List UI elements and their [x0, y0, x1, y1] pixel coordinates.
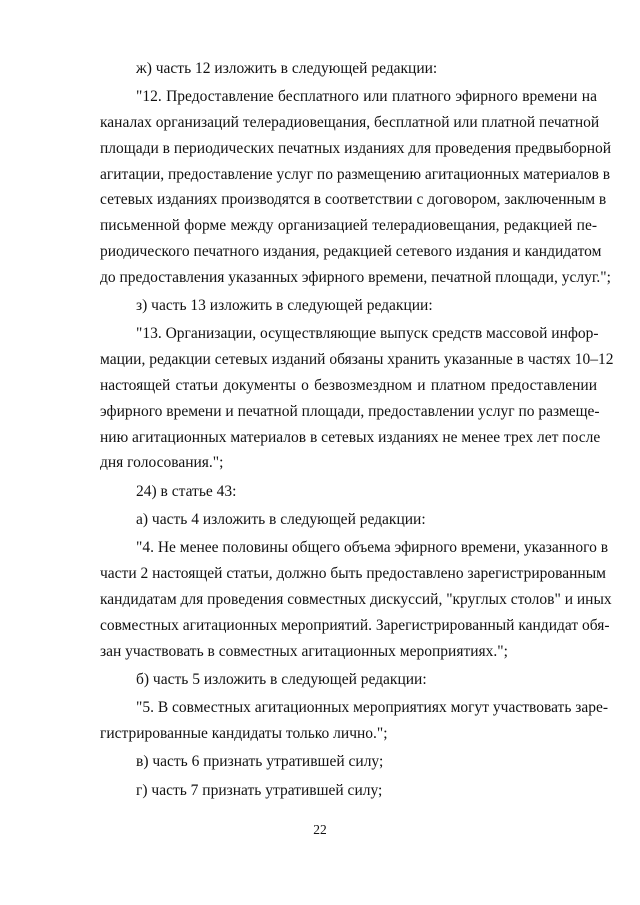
- text-line: 24) в статье 43:: [136, 482, 237, 500]
- text-line: сетевых изданиях производятся в соответствии с договором, заключенным в: [100, 191, 607, 209]
- text-line: письменной форме между организацией телерадиовещания, редакцией пе-: [100, 217, 597, 235]
- paragraph: [100, 778, 597, 804]
- text-line: "4. Не менее половины общего объема эфирного времени, указанного в: [136, 539, 609, 557]
- text-line: агитации, предоставление услуг по размещению агитационных материалов в: [100, 165, 611, 183]
- paragraph: [100, 293, 597, 319]
- paragraph: [100, 321, 614, 476]
- text-line: з) часть 13 изложить в следующей редакции:: [136, 297, 433, 315]
- paragraph: [100, 749, 597, 775]
- text-line: гистрированные кандидаты только лично.";: [100, 724, 388, 742]
- paragraph: [100, 507, 597, 533]
- text-line: зан участвовать в совместных агитационных мероприятиях.";: [100, 642, 508, 660]
- text-line: площади в периодических печатных изданиях для проведения предвыборной: [100, 139, 612, 157]
- paragraph: [100, 84, 612, 290]
- text-line: дня голосования.";: [100, 454, 224, 472]
- text-line: совместных агитационных мероприятий. Зарегистрированный кандидат обя-: [100, 616, 610, 634]
- text-line: части 2 настоящей статьи, должно быть предоставлено зарегистрированным: [100, 565, 606, 583]
- paragraph: [100, 695, 609, 747]
- text-line: эфирного времени и печатной площади, предоставлении услуг по размеще-: [100, 402, 600, 420]
- text-line: ж) часть 12 изложить в следующей редакции:: [136, 60, 438, 77]
- paragraph: [100, 667, 597, 693]
- text-line: а) часть 4 изложить в следующей редакции:: [136, 511, 426, 529]
- text-line: "13. Организации, осуществляющие выпуск средств массовой инфор-: [136, 325, 599, 343]
- paragraph: [100, 535, 612, 664]
- text-line: нию агитационных материалов в сетевых изданиях не менее трех лет после: [100, 428, 601, 446]
- text-line: мации, редакции сетевых изданий обязаны хранить указанные в частях 10–12: [100, 351, 614, 369]
- text-line: до предоставления указанных эфирного времени, печатной площади, услуг.";: [100, 268, 611, 286]
- text-line: в) часть 6 признать утратившей силу;: [136, 753, 384, 771]
- paragraph: [100, 56, 597, 82]
- text-line: каналах организаций телерадиовещания, бесплатной или платной печатной: [100, 114, 600, 132]
- paragraph: [100, 479, 597, 505]
- text-line: "5. В совместных агитационных мероприятиях могут участвовать заре-: [136, 699, 609, 717]
- text-line: б) часть 5 изложить в следующей редакции:: [136, 670, 427, 688]
- text-line: риодического печатного издания, редакцией сетевого издания и кандидатом: [100, 243, 602, 261]
- text-line: г) часть 7 признать утратившей силу;: [136, 781, 383, 799]
- document-body: [100, 56, 614, 803]
- text-line: "12. Предоставление бесплатного или платного эфирного времени на: [136, 88, 597, 106]
- text-line: настоящей статьи документы о безвозмездном и платном предоставлении: [100, 377, 597, 395]
- page-number: 22: [313, 822, 327, 837]
- text-line: кандидатам для проведения совместных дискуссий, "круглых столов" и иных: [100, 590, 612, 608]
